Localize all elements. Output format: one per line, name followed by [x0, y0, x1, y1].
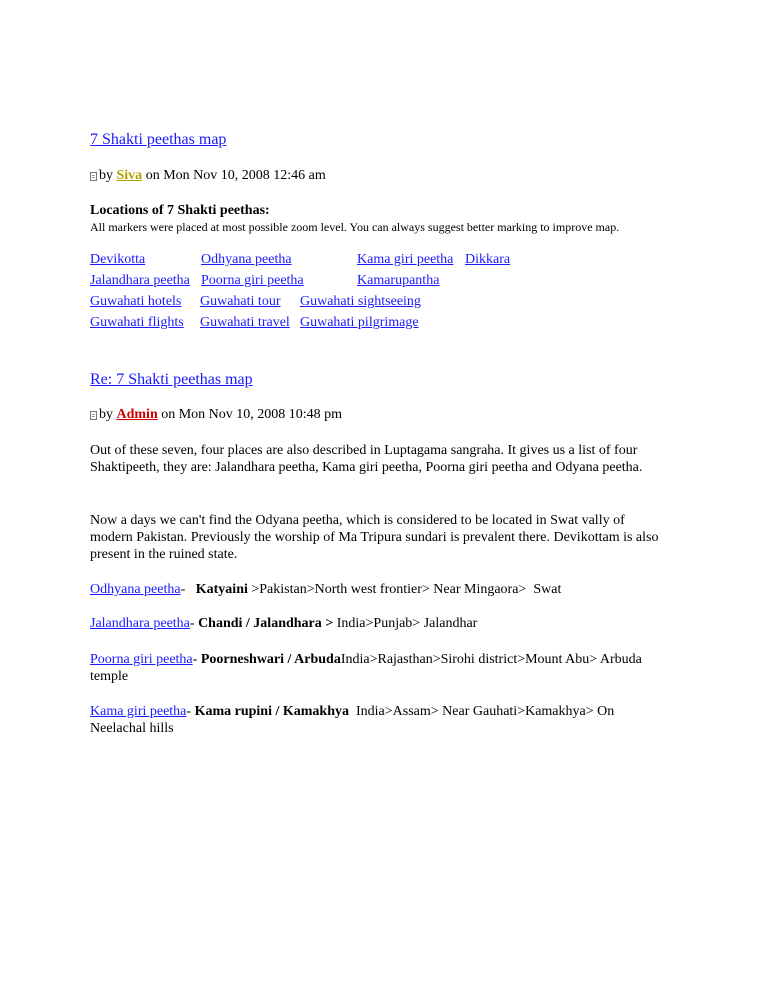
entry-deity: Kama rupini / Kamakhya [194, 704, 349, 719]
locations-heading: Locations of 7 Shakti peethas: [90, 203, 270, 218]
post-icon[interactable] [90, 172, 97, 181]
entry-separator: - [189, 616, 199, 631]
post2-paragraph-2: Now a days we can't find the Odyana peetha, which is considered to be located in Swat vally of modern Pakistan. Previously the worship of Ma Tripura sundari is prevalent there. Devikottam is also present in the ruined state. [90, 513, 659, 562]
link-devikotta[interactable]: Devikotta [90, 252, 146, 267]
link-guwahati-travel[interactable]: Guwahati travel [200, 315, 290, 330]
entry-deity: Chandi / Jalandhara > [198, 616, 334, 631]
entry-location: India>Rajasthan>Sirohi district>Mount Abu> Arbuda temple [90, 652, 646, 684]
post-icon[interactable] [90, 411, 97, 420]
post2-byline [90, 407, 342, 423]
link-kamarupantha[interactable]: Kamarupantha [357, 273, 440, 288]
link-guwahati-tour[interactable]: Guwahati tour [200, 294, 281, 309]
post1-byline [90, 168, 326, 184]
by-label: by [99, 407, 113, 422]
post1-title-link[interactable]: 7 Shakti peethas map [90, 131, 227, 148]
link-guwahati-flights[interactable]: Guwahati flights [90, 315, 184, 330]
entry-location: India>Assam> Near Gauhati>Kamakhya> On Neelachal hills [90, 704, 618, 736]
link-odhyana-peetha[interactable]: Odhyana peetha [201, 252, 292, 267]
entry-location: >Pakistan>North west frontier> Near Mingaora> Swat [247, 582, 562, 597]
link-jalandhara-peetha[interactable]: Jalandhara peetha [90, 273, 190, 288]
entry-link[interactable]: Poorna giri peetha [90, 652, 193, 667]
post2-paragraph-1: Out of these seven, four places are also described in Luptagama sangraha. It gives us a list of four Shaktipeeth, they are: Jalandhara peetha, Kama giri peetha, Poorna giri peetha and Odyana peetha. [90, 443, 643, 475]
entry-link[interactable]: Odhyana peetha [90, 582, 181, 597]
link-guwahati-hotels[interactable]: Guwahati hotels [90, 294, 182, 309]
entry-deity: Katyaini [195, 582, 248, 597]
author-link[interactable]: Admin [116, 407, 158, 422]
link-guwahati-sightseeing[interactable]: Guwahati sightseeing [300, 294, 421, 309]
link-kama-giri-peetha[interactable]: Kama giri peetha [357, 252, 454, 267]
post-date: on Mon Nov 10, 2008 10:48 pm [161, 407, 343, 422]
entry-deity: Poorneshwari / Arbuda [200, 652, 341, 667]
post2-title-link[interactable]: Re: 7 Shakti peethas map [90, 371, 253, 388]
entry-link[interactable]: Kama giri peetha [90, 704, 187, 719]
link-dikkara[interactable]: Dikkara [465, 252, 511, 267]
peetha-entry [90, 703, 670, 737]
entry-link[interactable]: Jalandhara peetha [90, 616, 190, 631]
entry-separator: - [186, 704, 195, 719]
link-guwahati-pilgrimage[interactable]: Guwahati pilgrimage [300, 315, 419, 330]
post-date: on Mon Nov 10, 2008 12:46 am [145, 168, 326, 183]
peetha-entry [90, 581, 670, 598]
entry-separator: - [180, 582, 196, 597]
entry-location: India>Punjab> Jalandhar [333, 616, 478, 631]
by-label: by [99, 168, 113, 183]
peetha-entry [90, 615, 670, 632]
markers-note: All markers were placed at most possible zoom level. You can always suggest better marking to improve map. [90, 220, 620, 234]
author-link[interactable]: Siva [116, 168, 143, 183]
post2-title [90, 371, 253, 389]
peetha-entry [90, 651, 670, 685]
entry-separator: - [192, 652, 201, 667]
post1-title [90, 131, 226, 149]
link-poorna-giri-peetha[interactable]: Poorna giri peetha [201, 273, 304, 288]
